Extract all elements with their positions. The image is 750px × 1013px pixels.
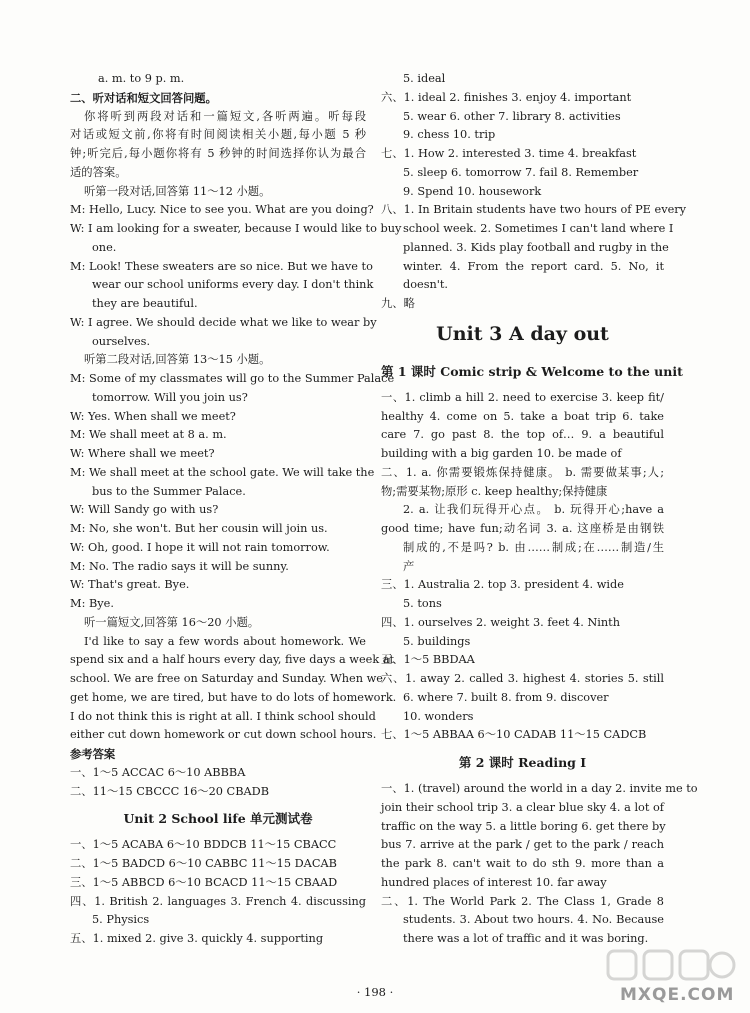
left-column-line: M: Bye. <box>70 597 114 610</box>
right-column-line: the park 8. can't wait to do sth 9. more than a <box>381 857 664 870</box>
right-column-line: 九、略 <box>381 297 415 310</box>
left-column-line: 二、听对话和短文回答问题。 <box>70 90 217 105</box>
right-column-line: 5. wear 6. other 7. library 8. activities <box>403 109 621 123</box>
right-column-line: 5. tons <box>403 597 442 610</box>
right-column-line: join their school trip 3. a clear blue sky 4. a lot of <box>381 800 664 814</box>
left-column-line: 适的答案。 <box>70 165 127 179</box>
left-column-line: they are beautiful. <box>92 297 198 310</box>
right-column-line: 六、1. away 2. called 3. highest 4. stories 5. still <box>381 672 664 685</box>
left-column-line: M: We shall meet at the school gate. We will take the <box>70 465 375 479</box>
right-column-line: 第 1 课时 Comic strip & Welcome to the unit <box>381 363 683 379</box>
left-column-line: M: Hello, Lucy. Nice to see you. What are you doing? <box>70 203 374 217</box>
left-column-line: 你将听到两段对话和一篇短文,各听两遍。听每段 <box>84 109 366 123</box>
right-column-line: planned. 3. Kids play football and rugby in the <box>403 240 669 254</box>
left-column-line: W: I am looking for a sweater, because I would like to buy <box>70 222 402 235</box>
right-column-line: students. 3. About two hours. 4. No. Because <box>403 913 664 927</box>
left-column-line: M: No, she won't. But her cousin will join us. <box>70 522 328 535</box>
left-column-line: Unit 2 School life 单元测试卷 <box>123 811 313 827</box>
left-column-line: M: No. The radio says it will be sunny. <box>70 559 289 573</box>
right-column-line: 一、1. climb a hill 2. need to exercise 3. keep fit/ <box>381 390 664 404</box>
right-column-line: 七、1. How 2. interested 3. time 4. breakfast <box>381 147 637 160</box>
left-column-line: bus to the Summer Palace. <box>92 484 246 498</box>
left-column-line: M: Look! These sweaters are so nice. But we have to <box>70 259 373 273</box>
left-column-line: W: That's great. Bye. <box>70 578 190 592</box>
right-column <box>381 70 698 949</box>
right-column-line: healthy 4. come on 5. take a boat trip 6. take <box>381 409 664 423</box>
right-column-line: 5. buildings <box>403 634 471 648</box>
left-column-line: M: Some of my classmates will go to the Summer Palace <box>70 372 395 385</box>
right-column-line: 2. a. 让我们玩得开心点。 b. 玩得开心;have a <box>403 503 664 517</box>
right-column-line: school week. 2. Sometimes I can't land where I <box>403 222 674 235</box>
left-column-line: 四、1. British 2. languages 3. French 4. discussing <box>70 894 366 908</box>
right-column-line: 七、1～5 ABBAA 6～10 CADAB 11～15 CADCB <box>381 728 647 742</box>
left-column-line: 一、1～5 ACABA 6～10 BDDCB 11～15 CBACC <box>70 838 337 852</box>
right-column-line: 一、1. (travel) around the world in a day 2. invite me to <box>381 782 698 795</box>
left-column-line: 参考答案 <box>70 747 116 761</box>
right-column-line: 二、1. a. 你需要锻炼保持健康。 b. 需要做某事;人; <box>381 465 664 479</box>
left-column-line: 一、1～5 ACCAC 6～10 ABBBA <box>70 765 246 779</box>
right-column-line: 五、1～5 BBDAA <box>381 653 475 667</box>
left-column-line: 五、1. mixed 2. give 3. quickly 4. supporting <box>70 932 324 945</box>
right-column-line: good time; have fun;动名词 3. a. 这座桥是由钢铁 <box>381 522 664 535</box>
left-column-line: wear our school uniforms every day. I don't think <box>92 278 374 292</box>
right-column-line: 5. sleep 6. tomorrow 7. fail 8. Remember <box>403 165 639 179</box>
right-column-line: 制成的,不是吗? b. 由……制成;在……制造/生 <box>403 540 664 554</box>
left-column-line: W: Oh, good. I hope it will not rain tomorrow. <box>70 540 330 554</box>
right-column-line: 9. Spend 10. housework <box>403 184 542 198</box>
right-column-line: 三、1. Australia 2. top 3. president 4. wide <box>381 578 624 592</box>
left-column-line: W: Where shall we meet? <box>70 447 215 460</box>
right-column-line: hundred places of interest 10. far away <box>381 875 607 889</box>
watermark-text: MXQE.COM <box>620 985 735 1005</box>
right-column-line: care 7. go past 8. the top of… 9. a beautiful <box>381 428 664 442</box>
left-column-line: I'd like to say a few words about homework. We <box>84 634 366 648</box>
left-column-line: school. We are free on Saturday and Sunday. When we <box>70 672 383 685</box>
left-column-line: 听第一段对话,回答第 11～12 小题。 <box>84 184 271 198</box>
left-column-line: ourselves. <box>92 334 151 348</box>
left-column-line: 听第二段对话,回答第 13～15 小题。 <box>84 353 271 367</box>
right-column-line: 物;需要某物;原形 c. keep healthy;保持健康 <box>381 484 608 498</box>
right-column-line: 六、1. ideal 2. finishes 3. enjoy 4. important <box>381 90 632 104</box>
right-column-line: 6. where 7. built 8. from 9. discover <box>403 690 609 704</box>
left-column-line: M: We shall meet at 8 a. m. <box>70 428 227 442</box>
right-column-line: bus 7. arrive at the park / get to the park / reach <box>381 838 664 852</box>
right-column-line: 八、1. In Britain students have two hours of PE every <box>381 203 687 217</box>
right-column-line: winter. 4. From the report card. 5. No, it <box>403 259 664 273</box>
right-column-line: doesn't. <box>403 278 449 292</box>
left-column-line: W: I agree. We should decide what we like to wear by <box>70 315 377 329</box>
left-column-line: W: Yes. When shall we meet? <box>70 409 236 423</box>
left-column-line: I do not think this is right at all. I think school should <box>70 709 376 723</box>
right-column-line: 二、1. The World Park 2. The Class 1, Grade 8 <box>381 894 664 908</box>
left-column-line: 钟;听完后,每小题你将有 5 秒钟的时间选择你认为最合 <box>70 147 366 160</box>
right-column-line: 5. ideal <box>403 72 446 85</box>
left-column-line: W: Will Sandy go with us? <box>70 503 219 517</box>
right-column-line: 产 <box>403 559 415 573</box>
right-column-line: building with a big garden 10. be made of <box>381 447 622 460</box>
left-column-line: 5. Physics <box>92 913 150 927</box>
left-column-line: either cut down homework or cut down school hours. <box>70 728 377 742</box>
right-column-line: traffic on the way 5. a little boring 6. get there by <box>381 819 666 833</box>
left-column-line: spend six and a half hours every day, five days a week at <box>70 653 395 667</box>
left-column-line: 二、1～5 BADCD 6～10 CABBC 11～15 DACAB <box>70 857 337 870</box>
left-column-line: tomorrow. Will you join us? <box>92 390 248 404</box>
left-column-line: one. <box>92 240 117 254</box>
left-column-line: 三、1～5 ABBCD 6～10 BCACD 11～15 CBAAD <box>70 875 338 889</box>
left-column-line: 二、11～15 CBCCC 16～20 CBADB <box>70 784 270 798</box>
left-column-line: a. m. to 9 p. m. <box>98 72 185 85</box>
right-column-line: there was a lot of traffic and it was boring. <box>403 932 649 945</box>
left-column-line: 对话或短文前,你将有时间阅读相关小题,每小题 5 秒 <box>70 128 366 142</box>
left-column-line: get home, we are tired, but have to do lots of homework. <box>70 690 397 704</box>
right-column-line: 10. wonders <box>403 709 474 723</box>
right-column-line: 9. chess 10. trip <box>403 128 496 142</box>
right-column-line: Unit 3 A day out <box>436 322 609 345</box>
right-column-line: 四、1. ourselves 2. weight 3. feet 4. Ninth <box>381 615 620 629</box>
left-column-line: 听一篇短文,回答第 16～20 小题。 <box>84 615 260 629</box>
page-number: · 198 · <box>356 985 394 999</box>
right-column-line: 第 2 课时 Reading Ⅰ <box>458 755 587 770</box>
